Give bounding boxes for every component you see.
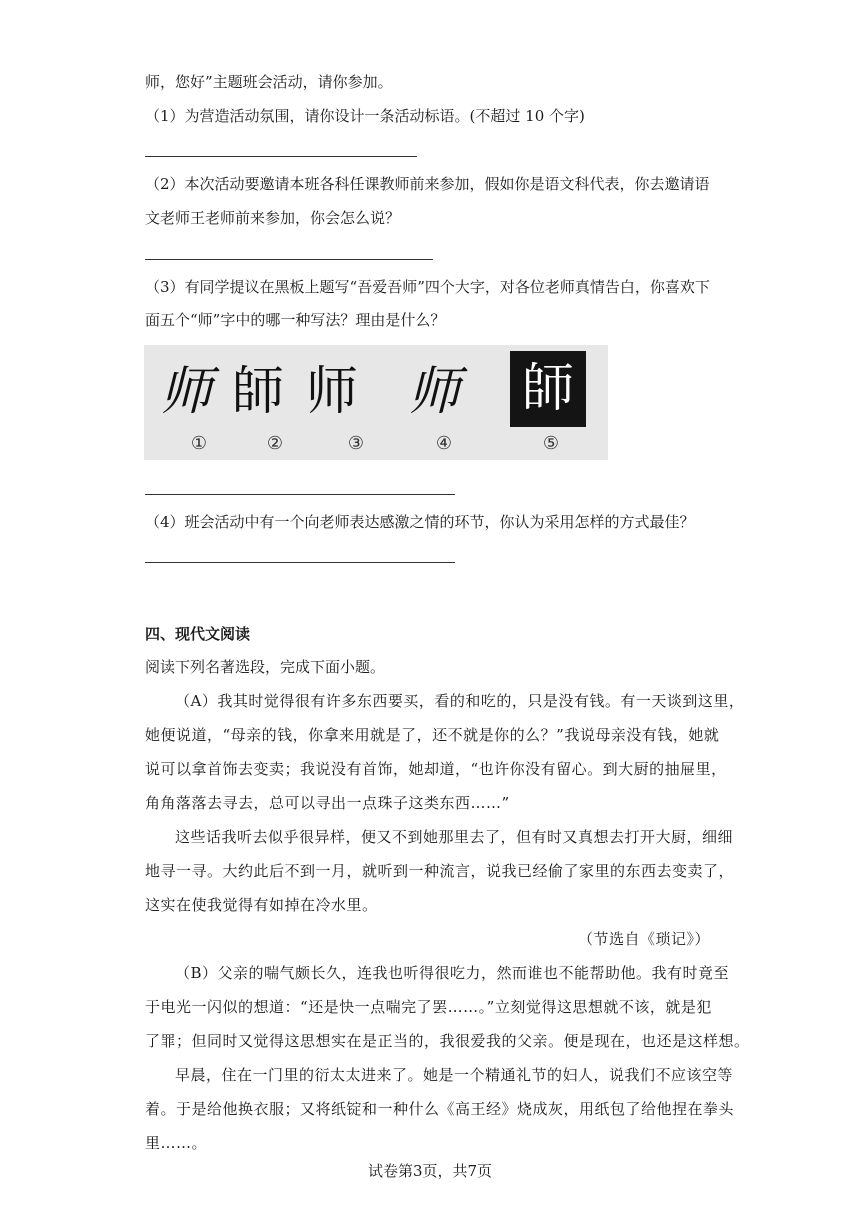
passage-a-source: （节选自《琐记》）: [577, 930, 710, 948]
question-3-line-1: （3）有同学提议在黑板上题写“吾爱吾师”四个大字，对各位老师真情告白，你喜欢下: [145, 278, 710, 296]
calligraphy-char-3: 师: [305, 362, 358, 422]
text-line: 师，您好”主题班会活动，请你参加。: [145, 73, 393, 91]
passage-a-line: （A）我其时觉得很有许多东西要买，看的和吃的，只是没有钱。有一天谈到这里，: [175, 692, 745, 710]
passage-b-line: 早晨，住在一门里的衍太太进来了。她是一个精通礼节的妇人，说我们不应该空等: [175, 1066, 734, 1084]
answer-line-4: [145, 562, 455, 563]
calligraphy-char-2: 師: [231, 362, 284, 422]
question-3-line-2: 面五个“师”字中的哪一种写法？理由是什么？: [145, 311, 446, 329]
passage-b-line: 于电光一闪似的想道：“还是快一点喘完了罢……。”立刻觉得这思想就不该，就是犯: [145, 998, 712, 1016]
question-1: （1）为营造活动氛围，请你设计一条活动标语。(不超过 10 个字): [145, 107, 585, 125]
question-4: （4）班会活动中有一个向老师表达感激之情的环节，你认为采用怎样的方式最佳？: [145, 513, 695, 531]
answer-line-3: [145, 494, 455, 495]
answer-line-2: [145, 259, 433, 260]
page-footer: 试卷第3页，共7页: [367, 1162, 493, 1180]
passage-a-line: 她便说道，“母亲的钱，你拿来用就是了，还不就是你的么？”我说母亲没有钱，她就: [145, 726, 720, 744]
choice-number-5: ⑤: [542, 433, 560, 454]
question-2-line-2: 文老师王老师前来参加，你会怎么说？: [145, 209, 401, 227]
calligraphy-image: [144, 345, 608, 460]
passage-b-line: 了罪；但同时又觉得这思想实在是正当的，我很爱我的父亲。便是现在，也还是这样想。: [145, 1032, 750, 1050]
passage-a-line: 这实在使我觉得有如掉在冷水里。: [145, 896, 378, 914]
passage-b-line: 里……。: [145, 1134, 208, 1152]
calligraphy-dark-box: [510, 351, 586, 427]
passage-a-line: 角角落落去寻去，总可以寻出一点珠子这类东西……”: [145, 794, 510, 812]
section-intro: 阅读下列名著选段，完成下面小题。: [145, 658, 386, 676]
choice-number-3: ③: [347, 433, 365, 454]
passage-a-line: 说可以拿首饰去变卖；我说没有首饰，她却道，“也许你没有留心。到大厨的抽屉里，: [145, 760, 727, 778]
section-heading: 四、现代文阅读: [145, 625, 251, 643]
passage-b-line: （B）父亲的喘气颇长久，连我也听得很吃力，然而谁也不能帮助他。我有时竟至: [175, 964, 730, 982]
calligraphy-char-1: 师: [159, 362, 212, 422]
passage-b-line: 着。于是给他换衣服；又将纸锭和一种什么《高王经》烧成灰，用纸包了给他捏在拳头: [145, 1100, 735, 1118]
passage-a-line: 这些话我听去似乎很异样，便又不到她那里去了，但有时又真想去打开大厨，细细: [175, 828, 734, 846]
calligraphy-char-5: 師: [521, 359, 574, 419]
choice-number-4: ④: [435, 433, 453, 454]
choice-number-1: ①: [190, 433, 208, 454]
calligraphy-char-4: 师: [407, 362, 460, 422]
question-2-line-1: （2）本次活动要邀请本班各科任课教师前来参加，假如你是语文科代表，你去邀请语: [145, 175, 710, 193]
passage-a-line: 地寻一寻。大约此后不到一月，就听到一种流言，说我已经偷了家里的东西去变卖了，: [145, 862, 735, 880]
answer-line-1: [145, 156, 417, 157]
choice-number-2: ②: [266, 433, 284, 454]
